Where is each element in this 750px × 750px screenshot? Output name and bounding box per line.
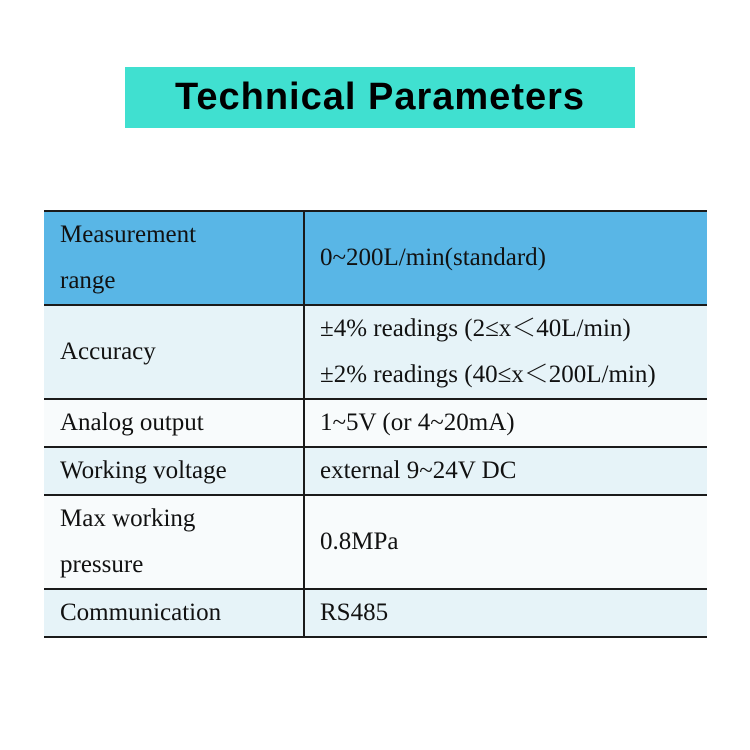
parameter-value-line: 0.8MPa [320, 528, 399, 555]
page-title: Technical Parameters [174, 76, 586, 118]
table-row-working-voltage [44, 447, 707, 495]
parameter-label [44, 305, 304, 399]
title-banner [125, 67, 635, 128]
parameter-label-line: Communication [60, 599, 222, 626]
parameter-label [44, 447, 304, 495]
table-row-communication [44, 589, 707, 637]
parameter-value [304, 447, 707, 495]
parameter-label [44, 589, 304, 637]
parameter-label-line: Measurement [60, 221, 197, 248]
parameter-value-line: RS485 [320, 599, 389, 626]
table-row-measurement-range [44, 211, 707, 305]
parameter-label [44, 211, 304, 305]
parameter-label-line: pressure [60, 551, 144, 578]
table-row-max-working-pressure [44, 495, 707, 589]
parameter-label-line: range [60, 267, 116, 294]
parameter-value [304, 589, 707, 637]
parameter-value-line: external 9~24V DC [320, 457, 517, 484]
parameter-label-line: Analog output [60, 409, 204, 436]
parameter-label-line: Working voltage [60, 457, 227, 484]
parameter-value [304, 399, 707, 447]
parameter-value-line: ±4% readings (2≤x＜40L/min) [320, 315, 631, 342]
parameter-value-line: 1~5V (or 4~20mA) [320, 409, 515, 436]
parameter-value-line: 0~200L/min(standard) [320, 244, 546, 271]
parameter-value-line: ±2% readings (40≤x＜200L/min) [320, 361, 656, 388]
table-row-accuracy [44, 305, 707, 399]
parameter-label-line: Max working [60, 505, 196, 532]
parameter-label [44, 495, 304, 589]
parameters-table [44, 210, 707, 638]
table-row-analog-output [44, 399, 707, 447]
parameter-label [44, 399, 304, 447]
parameter-label-line: Accuracy [60, 338, 156, 365]
parameter-value [304, 305, 707, 399]
parameter-value [304, 211, 707, 305]
parameter-value [304, 495, 707, 589]
